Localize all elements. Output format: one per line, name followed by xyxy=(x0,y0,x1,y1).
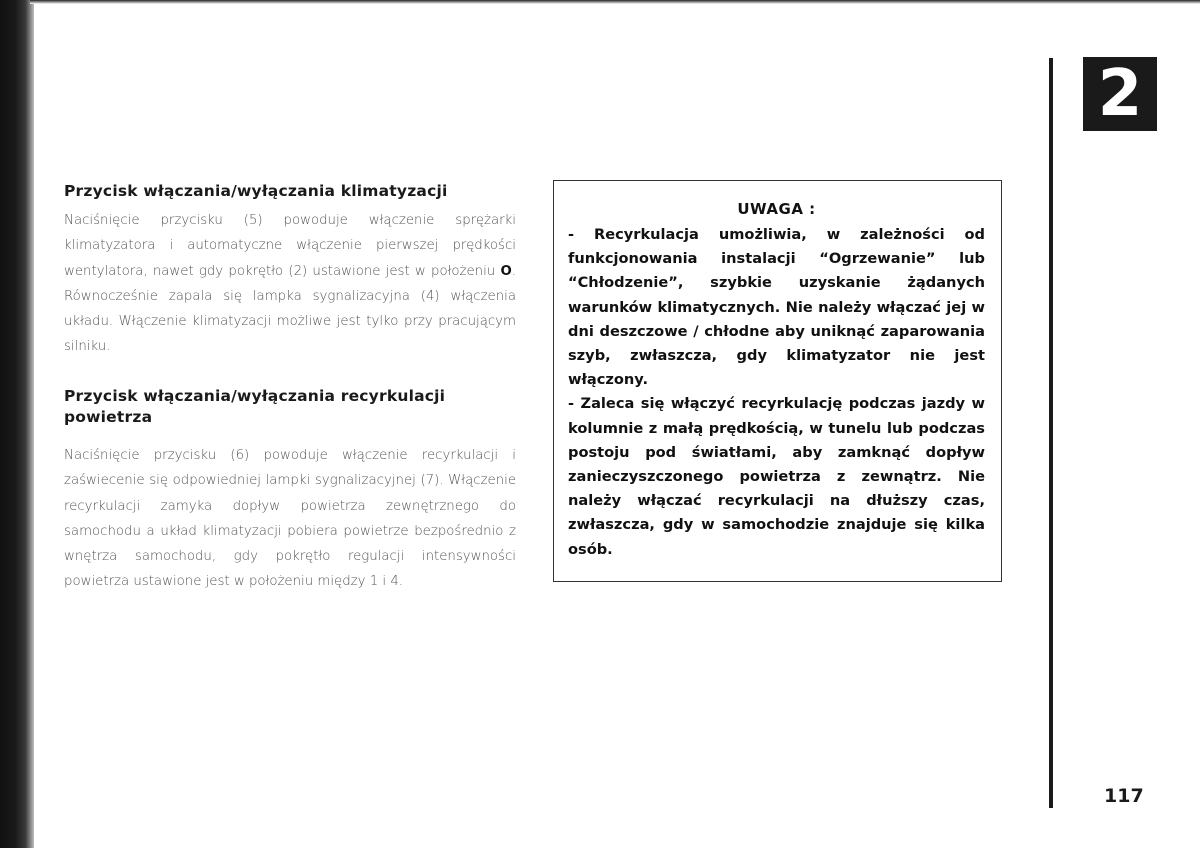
page-number: 117 xyxy=(1104,785,1144,807)
section-title-recirculation-button: Przycisk włączania/wyłączania recyrkulacji powietrza xyxy=(64,387,446,426)
section-text-recirculation-button: Naciśnięcie przycisku (6) powoduje włączenie recyrkulacji i zaświecenie się odpowiedniej lampki sygnalizacyjnej (7). Włączenie recyrkulacji zamyka dopływ powietrza zewnętrznego do samochodu a układ klimatyzacji pobiera powietrze bezpośrednio z wnętrza samochodu, gdy pokrętło regulacji intensywności powietrza ustawione jest w położeniu między 1 i 4. xyxy=(64,448,516,590)
warning-paragraph: - Zaleca się włączyć recyrkulację podczas jazdy w kolumnie z małą prędkością, w tunelu lub podczas postoju pod światłami, aby zamknąć dopływ zanieczyszczonego powietrza z zewnątrz. Nie należy włączać recyrkulacji na dłuższy czas, zwłaszcza, gdy w samochodzie znajduje się kilka osób. xyxy=(568,395,985,558)
margin-divider-line xyxy=(1049,58,1053,808)
section-text-ac-button xyxy=(64,208,516,360)
chapter-tab: 2 xyxy=(1083,57,1157,131)
page-top-edge xyxy=(30,0,1200,4)
page-binding-edge xyxy=(0,0,34,848)
warning-title: UWAGA : xyxy=(737,200,816,218)
off-position-symbol: O xyxy=(500,263,512,279)
section-title-ac-button: Przycisk włączania/wyłączania klimatyzacji xyxy=(64,182,448,200)
section-text-part: . Równocześnie zapala się lampka sygnalizacyjna (4) włączenia układu. Włączenie klimatyzacji możliwe jest tylko przy pracującym silniku. xyxy=(64,263,516,355)
section-text-part: Naciśnięcie przycisku (5) powoduje włączenie sprężarki klimatyzatora i automatyczne włączenie pierwszej prędkości wentylatora, nawet gdy pokrętło (2) ustawione jest w położeniu xyxy=(64,213,516,279)
warning-paragraph: - Recyrkulacja umożliwia, w zależności od funkcjonowania instalacji “Ogrzewanie” lub “Chłodzenie”, szybkie uzyskanie żądanych warunków klimatycznych. Nie należy włączać jej w dni deszczowe / chłodne aby uniknąć zaparowania szyb, zwłaszcza, gdy klimatyzator nie jest włączony. xyxy=(568,226,985,389)
warning-box xyxy=(553,180,1002,582)
